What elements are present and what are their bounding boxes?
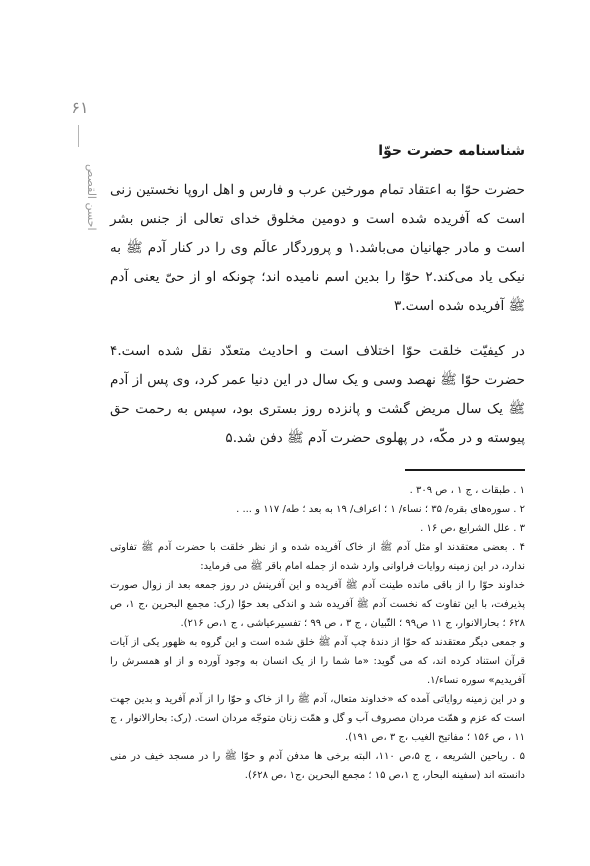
footnote-4: ۴ . بعضی معتقدند او مثل آدم ﷺ از خاک آفریده شده و از نظر خلقت با حضرت آدم ﷺ تفاوتی ندارد، در این زمینه روایات فراوانی وارد شده از جمله امام باقر ﷺ می فرماید:	[110, 542, 525, 573]
footnote-5: ۵ . ریاحین الشریعه ، ج ۵،ص ۱۱۰، البته برخی ها مدفن آدم و حوّا ﷺ را در مسجد خیف در منی دانسته اند (سفینه البحار، ج ۱،ص ۱۵ ؛ مجمع البحرین ،ج۱ ،ص ۶۲۸).	[110, 751, 525, 782]
page-number: ۶۱	[71, 98, 89, 117]
page-content	[110, 140, 525, 785]
running-book-title: احسن القصص	[85, 163, 98, 231]
footnote-2: ۲ . سوره‌های بقره/ ۳۵ ؛ نساء/ ۱ ؛ اعراف/ ۱۹ به بعد ؛ طه/ ۱۱۷ و ... .	[236, 504, 525, 516]
margin-divider	[78, 125, 79, 147]
section-heading: شناسنامه حضرت حوّا	[378, 143, 525, 159]
footnote-3: ۳ . علل الشرایع ،ص ۱۶ .	[420, 523, 525, 535]
footnote-1: ۱ . طبقات ، ج ۱ ، ص ۳۰۹ .	[409, 485, 525, 497]
body-paragraph-2: در کیفیّت خلقت حوّا اختلاف است و احادیث متعدّد نقل شده است.۴ حضرت حوّا ﷺ نهصد وسی و یک سال در این دنیا عمر کرد، وی پس از آدم ﷺ یک سال مریض گشت و پانزده روز بستری بود، سپس به رحمت حق پیوسته و در مکّه، در پهلوی حضرت آدم ﷺ دفن شد.۵	[110, 343, 525, 447]
body-paragraph-1: حضرت حوّا به اعتقاد تمام مورخین عرب و فارس و اهل اروپا نخستین زنی است که آفریده شده است و دومین مخلوق خدای تعالی از جنس بشر است و مادر جهانیان می‌باشد.۱ و پروردگار عالَم وی را در کنار آدم ﷺ به نیکی یاد می‌کند.۲ حوّا را بدین اسم نامیده اند؛ چونکه او از حیّ یعنی آدم ﷺ آفریده شده است.۳	[110, 182, 525, 315]
footnote-separator	[405, 469, 525, 471]
footnote-4-continued-2: و جمعی دیگر معتقدند که حوّا از دندهٔ چپ آدم ﷺ خلق شده است و این گروه به ظهور یکی از آیات قرآن استناد کرده اند، که می گوید: «ما شما را از یک انسان به وجود آورده و از او همسرش را آفریدیم» سوره نساء/۱.	[110, 637, 525, 687]
footnote-4-continued-1: خداوند حوّا را از باقی مانده طینت آدم ﷺ آفریده و این آفرینش در روز جمعه بعد از زوال صورت پذیرفت، با این تفاوت که نخست آدم ﷺ آفریده شد و اندکی بعد حوّا (رک: مجمع البحرین ،ج ۱، ص ۶۲۸ ؛ بحارالانوار، ج ۱۱ ص۹۹ ؛ التّبیان ، ج ۳ ، ص ۹۹ ؛ تفسیرعیاشی ، ج ۱،ص ۲۱۶).	[110, 580, 526, 630]
footnote-4-continued-3: و در این زمینه روایاتی آمده که «خداوند متعال، آدم ﷺ را از خاک و حوّا را از آدم آفرید و بدین جهت است که عزم و همّت مردان مصروف آب و گل و همّت زنان متوجّه مردان است. (رک: بحارالانوار ، ج ۱۱ ، ص ۱۵۶ ؛ مفاتیح الغیب ،ج ۳ ،ص ۱۹۱).	[110, 694, 525, 744]
